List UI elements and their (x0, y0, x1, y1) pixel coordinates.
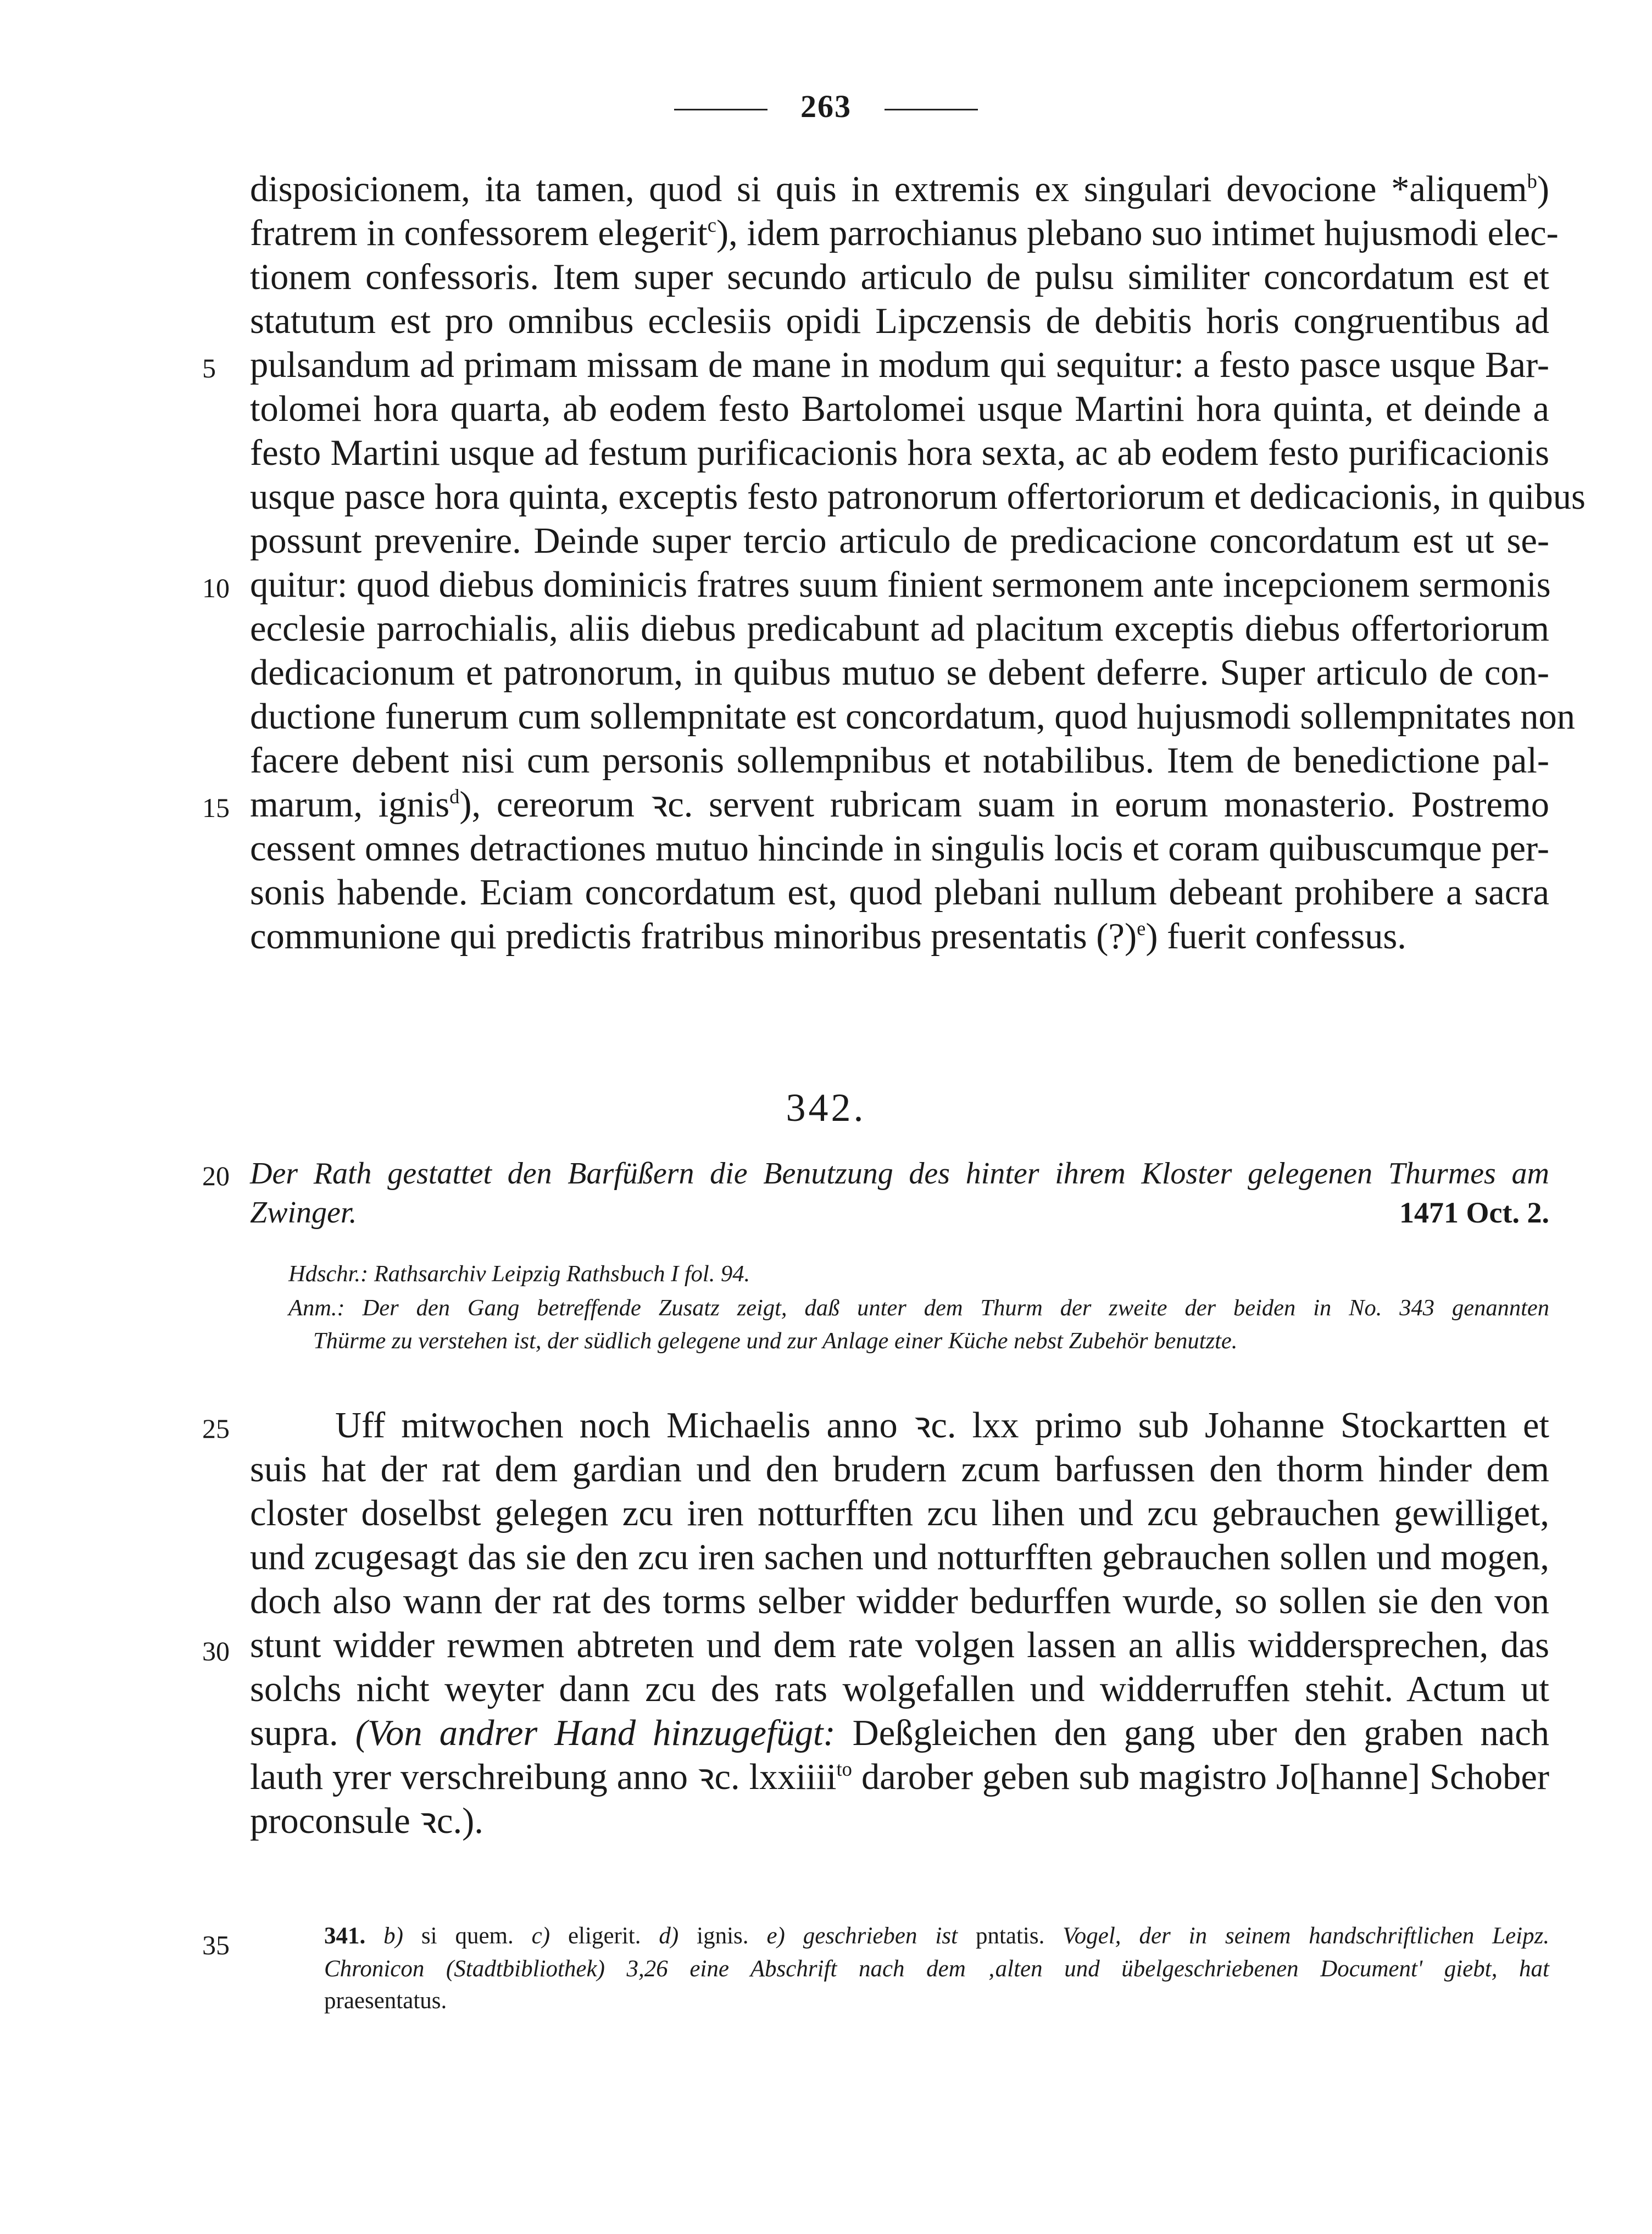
line-number: 35 (202, 1930, 230, 1960)
text-line: cessent omnes detractiones mutuo hincinde in singulis locis et coram quibuscumque per- (250, 829, 1549, 869)
text-line: supra. (Von andrer Hand hinzugefügt: Deßgleichen den gang uber den graben nach (250, 1713, 1549, 1753)
text-line: disposicionem, ita tamen, quod si quis in extremis ex singulari devocione *aliquem$^b$) (250, 169, 1549, 209)
page-number-value: 263 (800, 88, 852, 124)
footnote-line: praesentatus. (324, 1988, 447, 2014)
text-line: Uff mitwochen noch Michaelis anno ꝛc. lxx primo sub Johanne Stockartten et (335, 1405, 1549, 1446)
text-line: statutum est pro omnibus ecclesiis opidi Lipczensis de debitis horis congruentibus ad (250, 301, 1549, 341)
page-number (0, 88, 1652, 125)
document-number: 342. (786, 1086, 866, 1130)
footnote-line: Chronicon (Stadtbibliothek) 3,26 eine Abschrift nach dem ‚alten und übelgeschriebenen Document' giebt, hat (324, 1956, 1549, 1982)
text-line: lauth yrer verschreibung anno ꝛc. lxxiiii$^{to}$ darober geben sub magistro Jo[hanne] Schober (250, 1757, 1550, 1797)
text-line: pulsandum ad primam missam de mane in modum qui sequitur: a festo pasce usque Bar- (250, 345, 1549, 385)
line-number: 5 (202, 353, 216, 384)
source-line: Hdschr.: Rathsarchiv Leipzig Rathsbuch I fol. 94. (288, 1261, 750, 1287)
page-number-dash-right (885, 109, 978, 110)
text-line: sonis habende. Eciam concordatum est, quod plebani nullum debeant prohibere a sacra (250, 873, 1549, 913)
line-number: 20 (202, 1160, 230, 1191)
summary-line: Der Rath gestattet den Barfüßern die Benutzung des hinter ihrem Kloster gelegenen Thurmes am (250, 1157, 1549, 1191)
source-line: Anm.: Der den Gang betreffende Zusatz zeigt, daß unter dem Thurm der zweite der beiden in No. 343 genannten (288, 1295, 1549, 1321)
line-number: 10 (202, 573, 230, 603)
text-line: fratrem in confessorem elegerit$^c$), idem parrochianus plebano suo intimet hujusmodi elec- (250, 213, 1559, 253)
line-number: 15 (202, 792, 230, 823)
line-number: 25 (202, 1413, 230, 1444)
text-line: tolomei hora quarta, ab eodem festo Bartolomei usque Martini hora quinta, et deinde a (250, 389, 1549, 429)
source-line: Thürme zu verstehen ist, der südlich gelegene und zur Anlage einer Küche nebst Zubehör benutzte. (313, 1328, 1238, 1354)
text-line: dedicacionum et patronorum, in quibus mutuo se debent deferre. Super articulo de con- (250, 653, 1549, 693)
text-line: ecclesie parrochialis, aliis diebus predicabunt ad placitum exceptis diebus offertoriorum (250, 609, 1549, 649)
document-date: 1471 Oct. 2. (1399, 1196, 1549, 1229)
text-line: usque pasce hora quinta, exceptis festo patronorum offertoriorum et dedicacionis, in quibus (250, 477, 1586, 517)
text-line: solchs nicht weyter dann zcu des rats wolgefallen und widderruffen stehit. Actum ut (250, 1669, 1549, 1709)
text-line: proconsule ꝛc.). (250, 1801, 483, 1841)
text-line: festo Martini usque ad festum purificacionis hora sexta, ac ab eodem festo purificacionis (250, 433, 1549, 473)
text-line: communione qui predictis fratribus minoribus presentatis (?)$^e$) fuerit confessus. (250, 916, 1406, 957)
text-line: tionem confessoris. Item super secundo articulo de pulsu similiter concordatum est et (250, 257, 1549, 297)
text-line: quitur: quod diebus dominicis fratres suum finient sermonem ante incepcionem sermonis (250, 565, 1551, 605)
text-line: stunt widder rewmen abtreten und dem rate volgen lassen an allis widdersprechen, das (250, 1625, 1549, 1665)
footnote-line: 341. b) si quem. c) eligerit. d) ignis. e) geschrieben ist pntatis. Vogel, der in seinem handschriftlichen Leipz. (324, 1923, 1550, 1949)
text-line: doch also wann der rat des torms selber widder bedurffen wurde, so sollen sie den von (250, 1581, 1549, 1621)
text-line: ductione funerum cum sollempnitate est concordatum, quod hujusmodi sollempnitates non (250, 697, 1576, 737)
text-line: suis hat der rat dem gardian und den brudern zcum barfussen den thorm hinder dem (250, 1449, 1549, 1490)
text-line: und zcugesagt das sie den zcu iren sachen und notturfften gebrauchen sollen und mogen, (250, 1537, 1549, 1577)
text-line: closter doselbst gelegen zcu iren notturfften zcu lihen und zcu gebrauchen gewilliget, (250, 1493, 1549, 1533)
text-line: marum, ignis$^d$), cereorum ꝛc. servent rubricam suam in eorum monasterio. Postremo (250, 785, 1549, 825)
text-line: facere debent nisi cum personis sollempnibus et notabilibus. Item de benedictione pal- (250, 741, 1549, 781)
line-number: 30 (202, 1636, 230, 1666)
summary-line: Zwinger. (250, 1196, 357, 1230)
page-number-dash-left (674, 109, 767, 110)
text-line: possunt prevenire. Deinde super tercio articulo de predicacione concordatum est ut se- (250, 521, 1549, 561)
